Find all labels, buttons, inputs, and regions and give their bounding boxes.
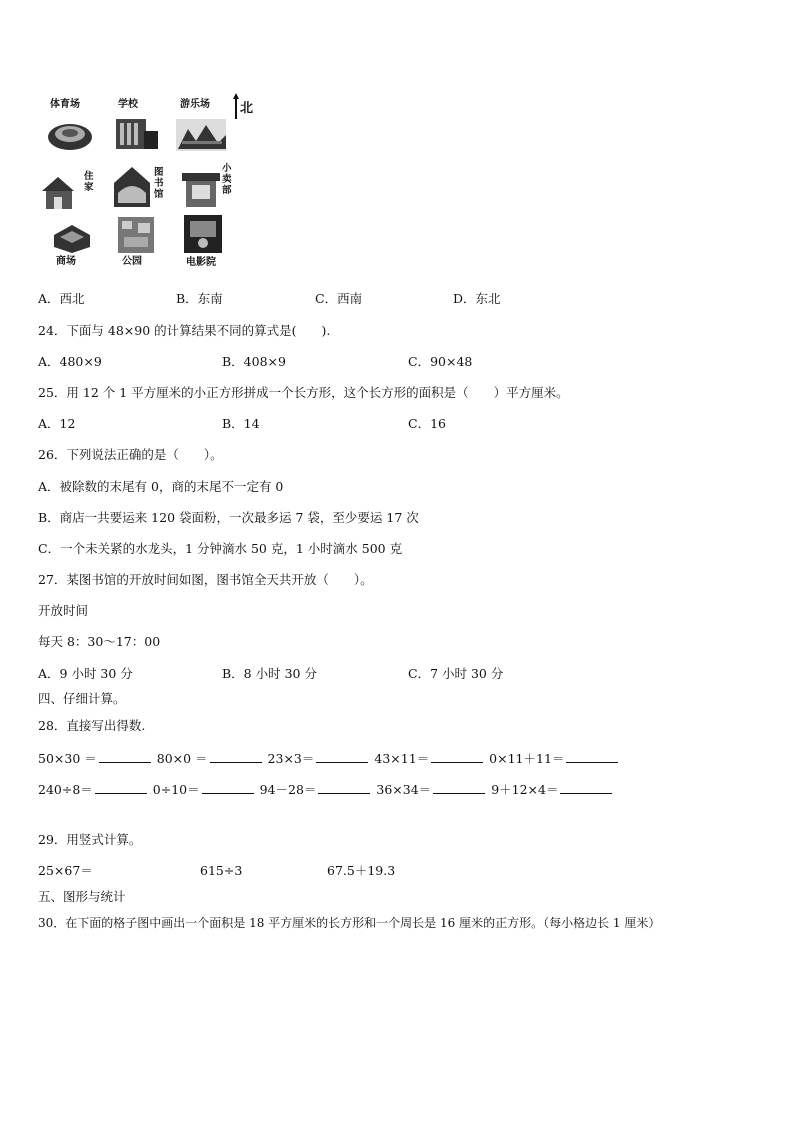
answer-blank[interactable]: [318, 781, 370, 794]
q27-option-b: B．8 小时 30 分: [222, 666, 317, 681]
q24-stem: 24．下面与 48×90 的计算结果不同的算式是( ).: [38, 323, 331, 338]
q23-option-b: B．东南: [176, 291, 223, 306]
q27-option-a: A．9 小时 30 分: [38, 666, 133, 681]
stadium-label: 体育场: [50, 99, 80, 110]
q26-stem: 26．下列说法正确的是（ ）。: [38, 447, 223, 462]
answer-blank[interactable]: [431, 750, 483, 763]
q30-stem: 30．在下面的格子图中画出一个面积是 18 平方厘米的长方形和一个周长是 16 厘米的正方形。（每小格边长 1 厘米）: [38, 916, 661, 930]
q28-expr: 0×11＋11＝: [489, 751, 565, 766]
answer-blank[interactable]: [433, 781, 485, 794]
q25-option-c: C．16: [408, 416, 446, 431]
q28-expr: 80×0 ＝: [156, 751, 208, 766]
answer-blank[interactable]: [95, 781, 147, 794]
section-5-heading: 五、图形与统计: [38, 889, 126, 904]
q27-sign-time: 每天 8：30～17：00: [38, 634, 161, 649]
q28-row-2: [38, 781, 614, 798]
mall-icon: [50, 221, 94, 255]
q24-option-b: B．408×9: [222, 354, 286, 369]
school-icon: [110, 111, 168, 155]
home-label: 住家: [84, 171, 94, 193]
north-label: 北: [240, 101, 254, 116]
q23-option-c: C．西南: [315, 291, 363, 306]
q29-item-1: 25×67＝: [38, 863, 93, 878]
park-label: 公园: [122, 256, 142, 267]
q27-sign-title: 开放时间: [38, 603, 89, 618]
q28-row-1: [38, 750, 620, 767]
park-icon: [114, 215, 158, 255]
q29-item-3: 67.5＋19.3: [327, 863, 396, 878]
shop-icon: [180, 167, 222, 211]
answer-blank[interactable]: [560, 781, 612, 794]
playground-icon: [174, 111, 232, 155]
playground-label: 游乐场: [180, 99, 210, 110]
q29-stem: 29．用竖式计算。: [38, 832, 142, 847]
answer-blank[interactable]: [210, 750, 262, 763]
q28-expr: 43×11＝: [374, 751, 430, 766]
q27-stem: 27．某图书馆的开放时间如图，图书馆全天共开放（ ）。: [38, 572, 373, 587]
home-icon: [40, 171, 80, 215]
q28-expr: 50×30 ＝: [38, 751, 97, 766]
school-label: 学校: [118, 99, 138, 110]
map-figure: [40, 93, 260, 273]
q24-option-c: C．90×48: [408, 354, 473, 369]
q23-option-d: D．东北: [453, 291, 501, 306]
cinema-icon: [182, 213, 224, 255]
library-icon: [110, 163, 154, 211]
q26-option-a: A．被除数的末尾有 0，商的末尾不一定有 0: [38, 479, 284, 494]
q28-expr: 94－28＝: [259, 782, 317, 797]
q28-expr: 36×34＝: [376, 782, 432, 797]
cinema-label: 电影院: [186, 257, 216, 268]
q28-expr: 9＋12×4＝: [491, 782, 559, 797]
section-4-heading: 四、仔细计算。: [38, 691, 126, 706]
answer-blank[interactable]: [99, 750, 151, 763]
q23-option-a: A．西北: [38, 291, 85, 306]
answer-blank[interactable]: [316, 750, 368, 763]
library-label: 图书馆: [154, 167, 164, 200]
q27-option-c: C．7 小时 30 分: [408, 666, 504, 681]
q26-option-c: C．一个未关紧的水龙头，1 分钟滴水 50 克，1 小时滴水 500 克: [38, 541, 403, 556]
q24-option-a: A．480×9: [38, 354, 102, 369]
shop-label: 小卖部: [222, 163, 232, 196]
answer-blank[interactable]: [566, 750, 618, 763]
q29-item-2: 615÷3: [200, 863, 243, 878]
q28-expr: 0÷10＝: [152, 782, 200, 797]
mall-label: 商场: [56, 256, 76, 267]
north-arrow-icon: [232, 93, 240, 119]
q25-option-b: B．14: [222, 416, 260, 431]
stadium-icon: [44, 111, 102, 155]
q28-expr: 240÷8＝: [38, 782, 93, 797]
q25-stem: 25．用 12 个 1 平方厘米的小正方形拼成一个长方形，这个长方形的面积是（ ）平方厘米。: [38, 385, 569, 400]
q28-expr: 23×3＝: [267, 751, 315, 766]
q25-option-a: A．12: [38, 416, 76, 431]
q28-stem: 28．直接写出得数.: [38, 718, 146, 733]
q26-option-b: B．商店一共要运来 120 袋面粉，一次最多运 7 袋，至少要运 17 次: [38, 510, 419, 525]
answer-blank[interactable]: [202, 781, 254, 794]
